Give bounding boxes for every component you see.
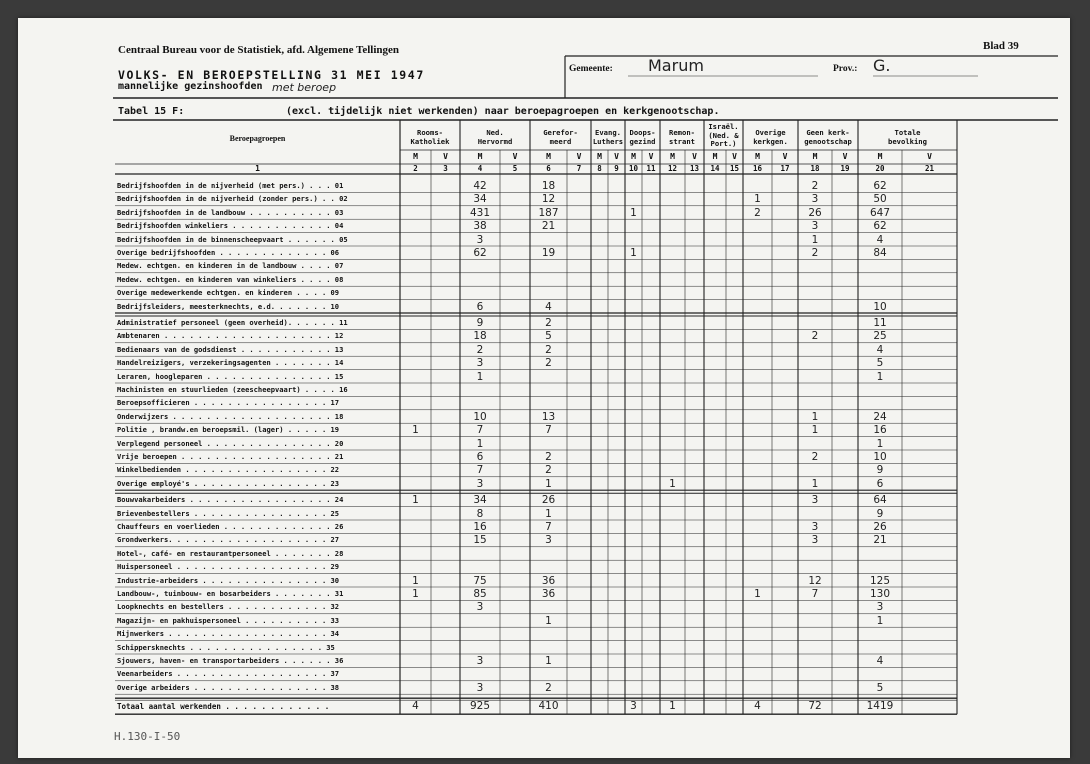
table-cell-value: 36 xyxy=(541,588,556,600)
table-cell-value: 3 xyxy=(876,601,884,614)
bureau-line: Centraal Bureau voor de Statistiek, afd. Algemene Tellingen xyxy=(118,44,400,56)
row-label: Leraren, hooglераren . . . . . . . . . . . . . . . 15 xyxy=(117,371,344,381)
column-number: 7 xyxy=(576,164,582,173)
table-cell-value: 1 xyxy=(545,614,552,627)
column-number: 11 xyxy=(646,164,656,173)
table-cell-value: 1 xyxy=(545,507,552,520)
row-header-beroepsgroepen: Beroepagroepen xyxy=(229,134,286,143)
table-cell-value: 1 xyxy=(476,437,484,450)
row-label: Overige medewerkende echtgen. en kinderen . . . . 09 xyxy=(117,288,340,298)
table-cell-value: 2 xyxy=(545,681,552,694)
row-label: Winkelbedienden . . . . . . . . . . . . . . . . . 22 xyxy=(117,465,340,475)
total-cell-value: 3 xyxy=(630,700,637,713)
group-header-7: Overige xyxy=(755,128,786,137)
row-label: Bedrijfshoofden in de landbouw . . . . . . . . . . 03 xyxy=(117,207,344,217)
table-cell-value: 4 xyxy=(545,300,552,313)
total-cell-value: 4 xyxy=(412,700,419,713)
table-cell-value: 64 xyxy=(873,494,887,507)
group-header-9: bevolking xyxy=(888,136,927,146)
table-cell-value: 1 xyxy=(412,574,419,587)
row-label: Handelreizigers, verzekeringsagenten . . . . . . . 14 xyxy=(117,358,344,368)
table-cell-value: 2 xyxy=(811,330,819,343)
table-cell-value: 1 xyxy=(754,193,761,206)
tabel-number: Tabel 15 F: xyxy=(118,106,185,117)
row-label: Vrije beroepen . . . . . . . . . . . . . . . . . . 21 xyxy=(117,452,344,461)
table-cell-value: 1 xyxy=(630,247,637,259)
row-label: Bedrijfsleiders, meesterknechts, e.d. . . . . . . 10 xyxy=(117,301,340,311)
table-cell-value: 8 xyxy=(476,507,484,520)
table-cell-value: 1 xyxy=(876,370,884,383)
column-number: 19 xyxy=(840,164,850,173)
total-cell-value: 925 xyxy=(469,700,491,713)
table-cell-value: 3 xyxy=(476,477,484,490)
group-header-5: strant xyxy=(669,136,695,146)
row-label: Schippersknechts . . . . . . . . . . . . . . . . 35 xyxy=(117,642,335,652)
column-number: 4 xyxy=(477,164,483,173)
row-label: Magazijn- en pakhuispersoneel . . . . . . . . . . 33 xyxy=(117,615,340,625)
tabel-description: (excl. tijdelijk niet werkenden) naar beroepagroepen en kerkgenootschap. xyxy=(286,106,720,117)
form-subtitle: mannelijke gezinshoofden xyxy=(118,81,263,92)
census-form-sheet xyxy=(18,18,1070,758)
table-cell-value: 3 xyxy=(545,534,552,547)
mv-label: V xyxy=(512,152,518,161)
table-cell-value: 19 xyxy=(541,247,556,259)
mv-label: M xyxy=(477,152,483,161)
mv-label: V xyxy=(576,152,582,161)
group-header-5: Remon- xyxy=(669,128,695,137)
mv-label: M xyxy=(597,152,602,161)
table-cell-value: 24 xyxy=(873,410,887,423)
table-cell-value: 26 xyxy=(541,494,556,507)
total-cell-value: 410 xyxy=(538,700,559,713)
mv-label: V xyxy=(443,152,448,161)
prov-value: G. xyxy=(873,56,891,75)
row-label: Medew. echtgen. en kinderen in de landbouw . . . . 07 xyxy=(117,261,344,271)
table-cell-value: 3 xyxy=(811,521,819,533)
mv-label: V xyxy=(782,152,788,161)
table-cell-value: 42 xyxy=(473,180,487,192)
table-cell-value: 1 xyxy=(669,477,676,490)
table-cell-value: 2 xyxy=(811,451,819,463)
gemeente-value: Marum xyxy=(648,56,704,75)
table-cell-value: 2 xyxy=(811,247,819,259)
group-header-4: Doops- xyxy=(629,128,656,137)
row-label: Chauffeurs en voerlieden . . . . . . . . . . . . . 26 xyxy=(117,522,344,531)
group-header-4: gezind xyxy=(629,136,656,146)
table-cell-value: 62 xyxy=(473,247,487,259)
table-cell-value: 1 xyxy=(811,233,819,246)
table-cell-value: 3 xyxy=(811,534,819,547)
table-cell-value: 2 xyxy=(545,451,552,463)
row-label: Veenarbeiders . . . . . . . . . . . . . . . . . . 37 xyxy=(117,669,340,679)
row-label: Bouwvakarbeiders . . . . . . . . . . . . . . . . . 24 xyxy=(117,495,344,505)
group-header-8: Geen kerk- xyxy=(806,128,850,137)
table-cell-value: 1 xyxy=(876,614,884,627)
table-cell-value: 1 xyxy=(545,655,552,667)
table-cell-value: 7 xyxy=(476,424,484,437)
row-label: Bedrijfshoofden winkeliers . . . . . . . . . . . . 04 xyxy=(117,221,344,231)
mv-label: V xyxy=(732,152,737,161)
table-cell-value: 3 xyxy=(476,681,484,694)
column-number: 12 xyxy=(667,164,678,173)
group-header-9: Totale xyxy=(894,128,921,137)
group-header-8: genootschap xyxy=(804,136,852,146)
form-title: VOLKS- EN BEROEPSTELLING 31 MEI 1947 xyxy=(118,68,425,82)
column-number: 2 xyxy=(413,164,418,173)
table-cell-value: 1 xyxy=(811,424,819,437)
table-cell-value: 2 xyxy=(811,180,819,192)
mv-label: V xyxy=(692,152,697,161)
total-cell-value: 1419 xyxy=(866,700,894,713)
table-cell-value: 16 xyxy=(473,521,487,533)
row-label: Ambtenaren . . . . . . . . . . . . . . . . . . . . 12 xyxy=(117,331,344,341)
row-label: Huispersoneel . . . . . . . . . . . . . . . . . . 29 xyxy=(117,562,340,572)
table-cell-value: 5 xyxy=(876,357,884,370)
table-cell-value: 3 xyxy=(476,357,484,370)
mv-label: V xyxy=(842,152,848,161)
row-label: Industrie-arbeiders . . . . . . . . . . . . . . . 30 xyxy=(117,575,340,585)
column-number: 10 xyxy=(628,164,639,173)
group-header-6: Israël. xyxy=(708,122,739,131)
table-cell-value: 75 xyxy=(473,574,487,587)
mv-label: V xyxy=(648,152,654,161)
column-number: 8 xyxy=(597,164,602,173)
column-number: 3 xyxy=(443,164,448,173)
row-label: Machinisten en stuurlieden (zeescheepvaart) . . . . 16 xyxy=(117,385,348,394)
table-cell-value: 12 xyxy=(808,574,822,587)
row-label: Medew. echtgen. en kinderen van winkeliers . . . . 08 xyxy=(117,274,344,284)
table-cell-value: 2 xyxy=(545,343,552,356)
table-cell-value: 34 xyxy=(473,193,487,206)
table-cell-value: 125 xyxy=(869,574,891,587)
form-code: H.130-I-50 xyxy=(114,730,181,743)
table-cell-value: 2 xyxy=(545,464,552,477)
table-cell-value: 9 xyxy=(876,464,884,477)
mv-label: M xyxy=(755,152,760,161)
table-cell-value: 62 xyxy=(873,180,887,192)
row-label: Bedienaars van de godsdienst . . . . . . . . . . . 13 xyxy=(117,344,344,354)
total-cell-value: 72 xyxy=(808,700,822,713)
row-label: Onderwijzers . . . . . . . . . . . . . . . . . . . 18 xyxy=(117,411,344,421)
table-cell-value: 1 xyxy=(545,477,552,490)
table-cell-value: 15 xyxy=(473,534,487,547)
table-cell-value: 3 xyxy=(811,220,819,233)
table-cell-value: 34 xyxy=(473,494,487,507)
table-cell-value: 18 xyxy=(473,330,487,343)
table-cell-value: 187 xyxy=(538,206,559,219)
table-cell-value: 62 xyxy=(873,220,887,233)
table-cell-value: 10 xyxy=(873,451,887,463)
table-cell-value: 21 xyxy=(541,220,556,233)
table-cell-value: 13 xyxy=(541,410,556,423)
table-cell-value: 1 xyxy=(412,424,419,437)
table-cell-value: 16 xyxy=(873,424,887,437)
group-header-1: Hervormd xyxy=(477,136,513,146)
mv-label: V xyxy=(927,152,932,161)
table-cell-value: 431 xyxy=(469,206,491,219)
mv-label: M xyxy=(546,152,551,161)
row-label: Mijnwerkers . . . . . . . . . . . . . . . . . . . 34 xyxy=(117,629,340,639)
table-cell-value: 3 xyxy=(476,233,484,246)
table-cell-value: 2 xyxy=(476,343,484,356)
row-label: Bedrijfshoofden in de nijverheid (met pers.) . . . 01 xyxy=(117,181,344,190)
group-header-2: Gerefor- xyxy=(543,128,578,137)
group-header-1: Ned. xyxy=(486,128,504,137)
row-label: Bedrijfshoofden in de nijverheid (zonder pers.) . . 02 xyxy=(117,194,348,204)
mv-label: M xyxy=(631,152,636,161)
column-number: 5 xyxy=(512,164,518,173)
total-cell-value: 1 xyxy=(669,700,676,713)
table-cell-value: 11 xyxy=(873,317,887,329)
table-cell-value: 3 xyxy=(811,494,819,507)
row-label: Overige arbeiders . . . . . . . . . . . . . . . . 38 xyxy=(117,682,340,692)
row-label: Administratief personeel (geen overheid). . . . . . 11 xyxy=(117,318,348,327)
row-label: Beroepsofficieren . . . . . . . . . . . . . . . . 17 xyxy=(117,398,340,408)
group-header-6: Port.) xyxy=(710,139,737,148)
table-cell-value: 6 xyxy=(476,300,484,313)
table-cell-value: 18 xyxy=(541,180,556,192)
table-cell-value: 26 xyxy=(808,206,822,219)
column-number: 21 xyxy=(924,164,935,173)
row-label: Sjouwers, haven- en transportarbeiders . . . . . . 36 xyxy=(117,656,344,665)
mv-label: M xyxy=(413,152,418,161)
group-header-6: (Ned. & xyxy=(708,130,739,140)
table-cell-value: 5 xyxy=(876,681,884,694)
row-label: Overige employé's . . . . . . . . . . . . . . . . 23 xyxy=(117,478,340,488)
column-number: 15 xyxy=(729,164,740,173)
group-header-0: Rooms- xyxy=(417,128,443,137)
column-number: 9 xyxy=(614,164,619,173)
column-number: 20 xyxy=(875,164,885,173)
table-cell-value: 38 xyxy=(473,220,487,233)
column-number: 6 xyxy=(546,164,551,173)
table-cell-value: 3 xyxy=(811,193,819,206)
row-label: Brievenbestellers . . . . . . . . . . . . . . . . 25 xyxy=(117,508,340,518)
table-cell-value: 2 xyxy=(545,357,552,370)
table-cell-value: 130 xyxy=(869,588,891,600)
row-label: Grondwerkers. . . . . . . . . . . . . . . . . . . 27 xyxy=(117,535,340,545)
table-cell-value: 7 xyxy=(545,521,552,533)
row-label: Politie , brandw.en beroepsmil. (lager) . . . . . 19 xyxy=(117,425,340,435)
group-header-3: Luthers xyxy=(592,136,624,146)
row-label: Hotel-, café- en restaurantpersoneel . . . . . . . 28 xyxy=(117,548,344,558)
table-cell-value: 1 xyxy=(630,206,637,219)
row-label: Bedrijfshoofden in de binnenscheepvaart . . . . . . 05 xyxy=(117,234,348,244)
mv-label: V xyxy=(614,152,619,161)
table-cell-value: 25 xyxy=(873,330,887,343)
table-cell-value: 2 xyxy=(754,206,761,219)
group-header-0: Katholiek xyxy=(410,136,450,146)
table-cell-value: 6 xyxy=(476,451,484,463)
table-cell-value: 6 xyxy=(876,477,884,490)
row-label: Verplegend personeel . . . . . . . . . . . . . . . 20 xyxy=(117,438,344,448)
table-cell-value: 85 xyxy=(473,588,487,600)
total-row-label: Totaal aantal werkenden . . . . . . . . . . . . xyxy=(117,702,330,712)
table-cell-value: 1 xyxy=(412,494,419,507)
table-cell-value: 1 xyxy=(876,437,884,450)
column-number: 17 xyxy=(780,164,790,173)
blad-number: Blad 39 xyxy=(983,40,1019,52)
table-cell-value: 21 xyxy=(873,534,887,547)
table-cell-value: 9 xyxy=(476,317,484,329)
table-cell-value: 12 xyxy=(541,193,556,206)
table-cell-value: 3 xyxy=(476,655,484,667)
row-header-colnum: 1 xyxy=(255,164,260,173)
column-number: 13 xyxy=(689,164,700,173)
mv-label: M xyxy=(670,152,675,161)
prov-label: Prov.: xyxy=(833,64,858,74)
group-header-2: meerd xyxy=(549,136,572,146)
table-cell-value: 7 xyxy=(811,588,819,600)
table-cell-value: 10 xyxy=(873,300,887,313)
table-cell-value: 1 xyxy=(754,588,761,600)
row-label: Loopknechts en bestellers . . . . . . . . . . . . 32 xyxy=(117,602,340,612)
mv-label: M xyxy=(812,152,818,161)
subtitle-handwritten-note: met beroep xyxy=(272,81,337,94)
table-cell-value: 50 xyxy=(873,193,887,206)
table-cell-value: 3 xyxy=(476,601,484,614)
table-cell-value: 4 xyxy=(876,233,884,246)
table-cell-value: 1 xyxy=(811,477,819,490)
mv-label: M xyxy=(712,152,718,161)
table-cell-value: 7 xyxy=(545,424,552,437)
column-number: 14 xyxy=(710,164,720,173)
group-header-7: kerkgen. xyxy=(753,136,788,146)
table-cell-value: 2 xyxy=(545,317,552,329)
mv-label: M xyxy=(877,152,883,161)
column-number: 18 xyxy=(810,164,820,173)
group-header-3: Evang. xyxy=(595,128,621,137)
table-cell-value: 647 xyxy=(869,206,891,219)
table-cell-value: 9 xyxy=(876,507,884,520)
table-cell-value: 5 xyxy=(545,330,552,343)
table-cell-value: 84 xyxy=(873,247,887,259)
row-label: Overige bedrijfshoofden . . . . . . . . . . . . . 06 xyxy=(117,248,340,257)
gemeente-label: Gemeente: xyxy=(569,64,613,74)
table-cell-value: 26 xyxy=(873,521,887,533)
total-cell-value: 4 xyxy=(754,700,761,713)
table-cell-value: 4 xyxy=(876,343,884,356)
column-number: 16 xyxy=(752,164,763,173)
table-cell-value: 1 xyxy=(476,370,484,383)
table-cell-value: 7 xyxy=(476,464,484,477)
table-cell-value: 1 xyxy=(412,588,419,600)
row-label: Landbouw-, tuinbouw- en bosarbeiders . . . . . . . 31 xyxy=(117,589,344,598)
table-cell-value: 4 xyxy=(876,655,884,667)
table-cell-value: 10 xyxy=(473,410,487,423)
table-cell-value: 1 xyxy=(811,410,819,423)
table-cell-value: 36 xyxy=(541,574,556,587)
